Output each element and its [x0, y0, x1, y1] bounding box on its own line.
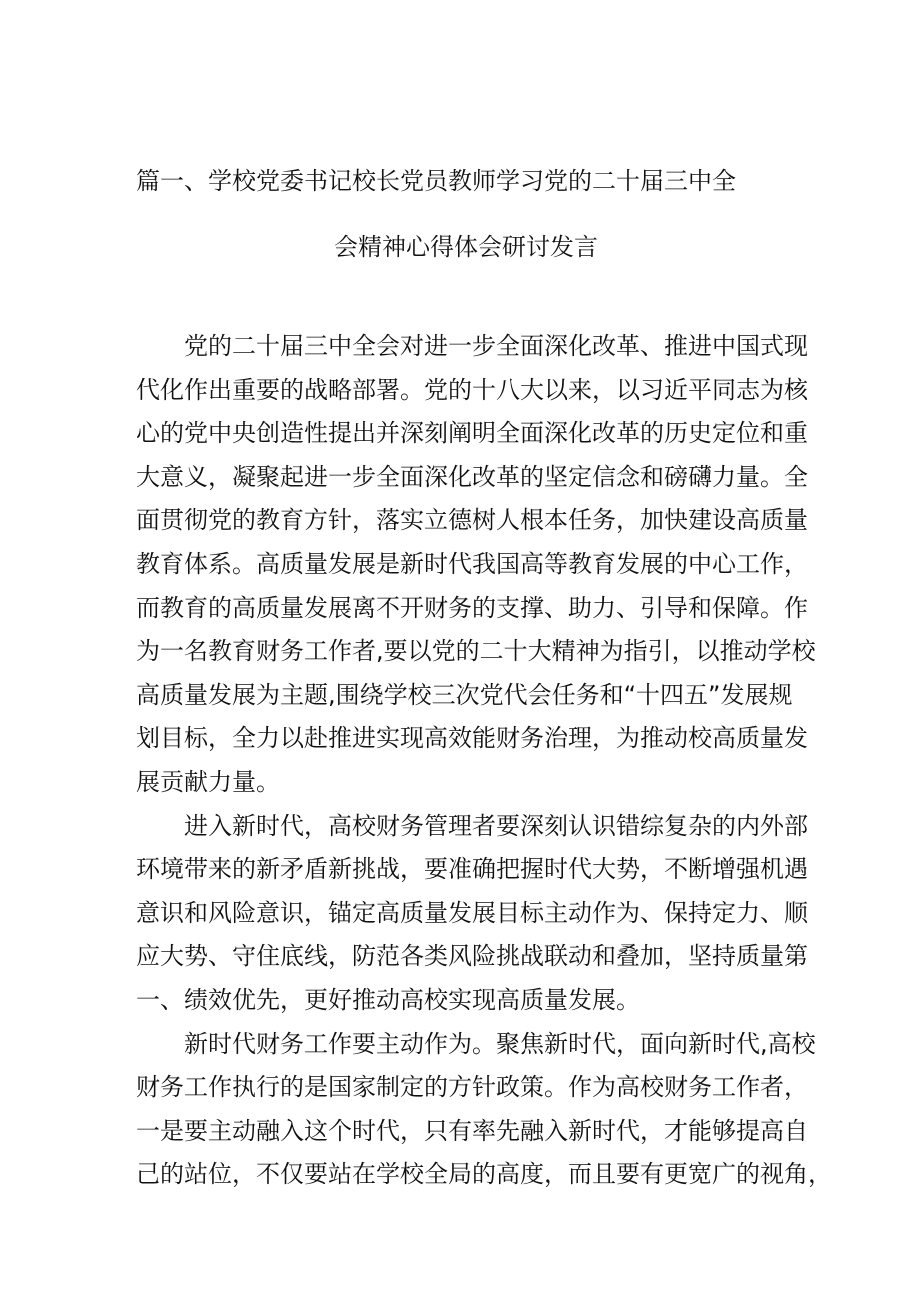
body-line: 心的党中央创造性提出并深刻阐明全面深化改革的历史定位和重	[136, 419, 808, 448]
body-line: 代化作出重要的战略部署。党的十八大以来，以习近平同志为核	[136, 375, 808, 404]
document-title-line-2: 会精神心得体会研讨发言	[334, 233, 598, 261]
body-line: 应大势、守住底线，防范各类风险挑战联动和叠加，坚持质量第	[136, 942, 808, 971]
body-line: 党的二十届三中全会对进一步全面深化改革、推进中国式现	[184, 332, 808, 360]
body-line: 一、绩效优先，更好推动高校实现高质量发展。	[136, 985, 640, 1014]
body-line: 教育体系。高质量发展是新时代我国高等教育发展的中心工作，	[136, 549, 808, 578]
document-title-line-1: 篇一、学校党委书记校长党员教师学习党的二十届三中全	[136, 167, 736, 195]
body-line: 财务工作执行的是国家制定的方针政策。作为高校财务工作者，	[136, 1073, 808, 1102]
body-line: 而教育的高质量发展离不开财务的支撑、助力、引导和保障。作	[136, 593, 808, 622]
body-line: 环境带来的新矛盾新挑战，要准确把握时代大势，不断增强机遇	[136, 855, 808, 884]
body-line: 面贯彻党的教育方针，落实立德树人根本任务，加快建设高质量	[136, 506, 808, 535]
body-line: 划目标，全力以赴推进实现高效能财务治理，为推动校高质量发	[136, 724, 808, 753]
body-line: 己的站位，不仅要站在学校全局的高度，而且要有更宽广的视角，	[136, 1160, 832, 1189]
body-line: 进入新时代，高校财务管理者要深刻认识错综复杂的内外部	[184, 811, 808, 840]
body-line: 新时代财务工作要主动作为。聚焦新时代，面向新时代,高校	[184, 1029, 816, 1058]
body-line: 大意义，凝聚起进一步全面深化改革的坚定信念和磅礴力量。全	[136, 462, 808, 491]
document-body	[136, 325, 832, 1197]
body-line: 一是要主动融入这个时代，只有率先融入新时代，才能够提高自	[136, 1116, 808, 1145]
body-line: 展贡献力量。	[136, 767, 280, 796]
body-line: 意识和风险意识，锚定高质量发展目标主动作为、保持定力、顺	[136, 898, 808, 927]
body-line: 为一名教育财务工作者,要以党的二十大精神为指引，以推动学校	[136, 637, 816, 666]
body-line: 高质量发展为主题,围绕学校三次党代会任务和“十四五”发展规	[136, 680, 793, 709]
